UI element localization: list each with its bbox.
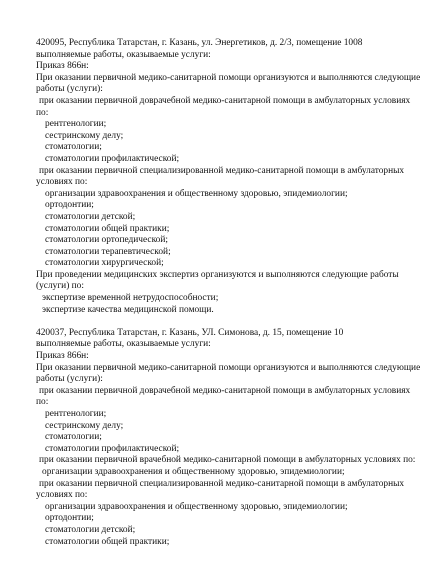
text-line: стоматологии детской; xyxy=(45,524,136,535)
address-section xyxy=(36,327,421,548)
text-line: при оказании первичной специализированной медико-санитарной помощи в амбулаторных xyxy=(39,478,405,489)
section-separator xyxy=(36,316,416,328)
text-line: (услуги) по: xyxy=(36,281,84,292)
text-line: стоматологии терапевтической; xyxy=(45,246,171,257)
text-line: ортодонтии; xyxy=(45,200,94,211)
address-section xyxy=(36,38,421,316)
text-line: работы (услуги): xyxy=(36,84,103,95)
text-line: экспертизе качества медицинской помощи. xyxy=(42,304,214,315)
text-line: при оказании первичной доврачебной медико-санитарной помощи в амбулаторных условиях xyxy=(39,385,411,396)
text-line: сестринскому делу; xyxy=(45,130,124,141)
text-line: стоматологии; xyxy=(45,432,102,443)
text-line: условиях по: xyxy=(36,177,88,188)
text-line: рентгенологии; xyxy=(45,119,107,130)
text-line: сестринскому делу; xyxy=(45,420,124,431)
text-line: при оказании первичной специализированной медико-санитарной помощи в амбулаторных xyxy=(39,165,405,176)
text-line: стоматологии; xyxy=(45,142,102,153)
address-line: 420095, Республика Татарстан, г. Казань, ул. Энергетиков, д. 2/3, помещение 1008 xyxy=(36,38,363,48)
text-line: стоматологии хирургической; xyxy=(45,258,164,269)
text-line: организации здравоохранения и общественному здоровью, эпидемиологии; xyxy=(45,188,348,199)
text-line: Приказ 866н: xyxy=(36,351,89,362)
text-line: стоматологии ортопедической; xyxy=(45,235,168,246)
text-line: по: xyxy=(36,397,49,408)
text-line: При оказании первичной медико-санитарной помощи организуются и выполняются следующие xyxy=(36,362,421,373)
text-line: экспертизе временной нетрудоспособности; xyxy=(42,293,219,304)
text-line: выполняемые работы, оказываемые услуги: xyxy=(36,49,211,60)
text-line: рентгенологии; xyxy=(45,409,107,419)
address-line: 420037, Республика Татарстан, г. Казань, УЛ. Симонова, д. 15, помещение 10 xyxy=(36,327,344,338)
text-line: стоматологии профилактической; xyxy=(45,153,180,164)
text-line: стоматологии общей практики; xyxy=(45,223,170,234)
text-line: организации здравоохранения и общественному здоровью, эпидемиологии; xyxy=(42,466,345,477)
text-line: При проведении медицинских экспертиз организуются и выполняются следующие работы xyxy=(36,269,399,280)
text-line: по: xyxy=(36,107,49,118)
text-line: стоматологии общей практики; xyxy=(45,536,170,547)
text-line: стоматологии профилактической; xyxy=(45,443,180,454)
text-line: При оказании первичной медико-санитарной помощи организуются и выполняются следующие xyxy=(36,72,421,83)
text-line: ортодонтии; xyxy=(45,513,94,524)
text-line: при оказании первичной доврачебной медико-санитарной помощи в амбулаторных условиях xyxy=(39,95,411,106)
text-line: организации здравоохранения и общественному здоровью, эпидемиологии; xyxy=(45,501,348,512)
text-line: работы (услуги): xyxy=(36,374,103,385)
text-line: стоматологии детской; xyxy=(45,211,136,222)
document-body xyxy=(36,38,421,548)
text-line: при оказании первичной врачебной медико-санитарной помощи в амбулаторных условиях по: xyxy=(39,455,416,466)
text-line: выполняемые работы, оказываемые услуги: xyxy=(36,339,211,350)
text-line: Приказ 866н: xyxy=(36,61,89,72)
text-line: условиях по: xyxy=(36,490,88,501)
